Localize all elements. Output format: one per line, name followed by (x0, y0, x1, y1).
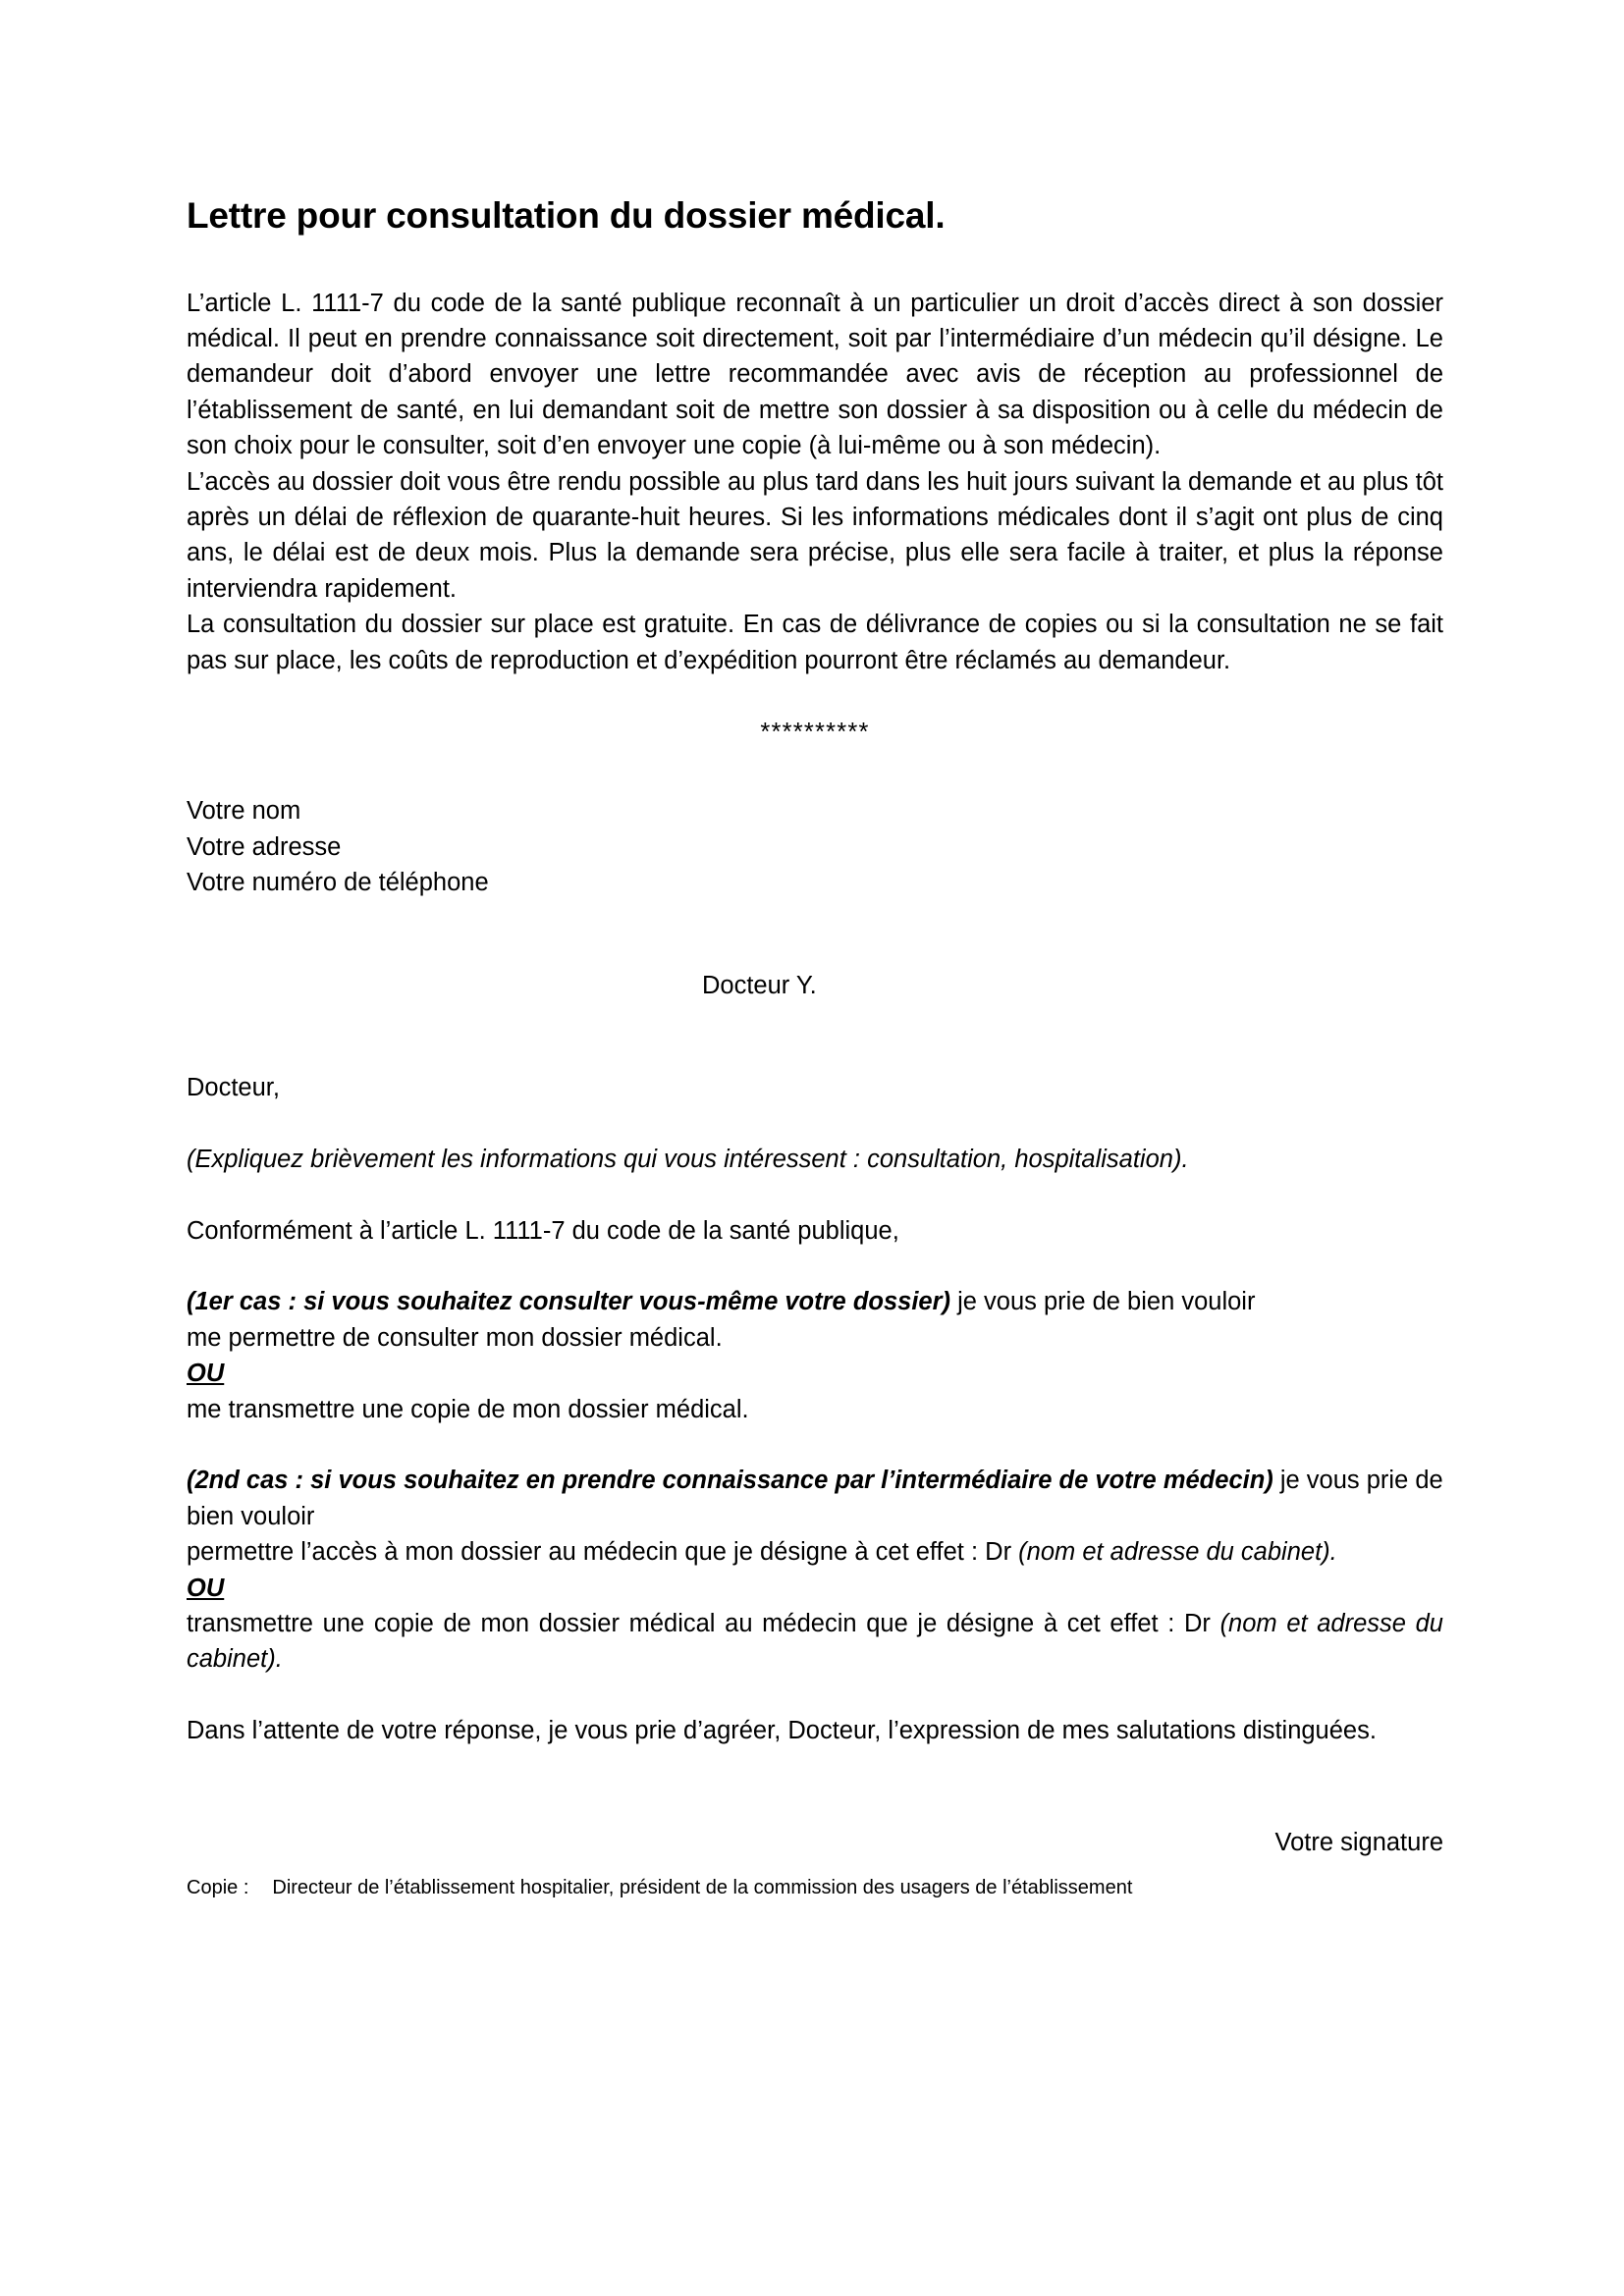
case2-option-a (187, 1534, 1443, 1570)
case2-lead-emphasis: (2nd cas : si vous souhaitez en prendre connaissance par l’intermédiaire de votre médecin) (187, 1467, 1273, 1495)
document-content (187, 0, 1443, 1901)
case1-lead-emphasis: (1er cas : si vous souhaitez consulter vous-même votre dossier) (187, 1288, 951, 1316)
intro-paragraph-1: L’article L. 1111-7 du code de la santé publique reconnaît à un particulier un droit d’accès direct à son dossier médical. Il peut en prendre connaissance soit directement, soit par l’intermédiaire d’un médecin qu’il désigne. Le demandeur doit d’abord envoyer une lettre recommandée avec avis de réception au professionnel de l’établissement de santé, en lui demandant soit de mettre son dossier à sa disposition ou à celle du médecin de son choix pour le consulter, soit d’en envoyer une copie (à lui-même ou à son médecin). (187, 289, 1443, 460)
copy-recipients: Directeur de l’établissement hospitalier, président de la commission des usagers de l’établissement (272, 1877, 1133, 1899)
asterisk-separator: ********** (760, 719, 870, 747)
instruction-note: (Expliquez brièvement les informations qui vous intéressent : consultation, hospitalisation). (187, 1145, 1189, 1173)
case1-option-a: me permettre de consulter mon dossier médical. (187, 1323, 723, 1352)
letter-body (187, 1070, 1443, 1749)
legal-reference: Conformément à l’article L. 1111-7 du code de la santé publique, (187, 1216, 899, 1245)
case1-option-b: me transmettre une copie de mon dossier médical. (187, 1395, 749, 1423)
case2-lead (187, 1463, 1443, 1534)
case2-or-label: OU (187, 1574, 225, 1602)
signature-label: Votre signature (1274, 1828, 1443, 1856)
copy-footer (187, 1874, 1443, 1901)
sender-address: Votre adresse (187, 832, 342, 861)
sender-name: Votre nom (187, 797, 301, 826)
page-title: Lettre pour consultation du dossier médical. (187, 195, 946, 236)
intro-paragraph-3: La consultation du dossier sur place est gratuite. En cas de délivrance de copies ou si la consultation ne se fait pas sur place, les coûts de reproduction et d’expédition pourront être réclamés au demandeur. (187, 611, 1443, 674)
case2-option-b-note: (nom et adresse du cabinet). (187, 1610, 1443, 1674)
case1-lead-rest: je vous prie de bien vouloir (950, 1288, 1256, 1316)
sender-block (187, 793, 1443, 900)
copy-label: Copie : (187, 1877, 249, 1899)
case2-option-b-text: transmettre une copie de mon dossier médical au médecin que je désigne à cet effet : Dr (187, 1610, 1220, 1638)
salutation: Docteur, (187, 1074, 280, 1102)
case2-option-a-text: permettre l’accès à mon dossier au médecin que je désigne à cet effet : Dr (187, 1538, 1019, 1567)
intro-paragraph-2: L’accès au dossier doit vous être rendu possible au plus tard dans les huit jours suivant la demande et au plus tôt après un délai de réflexion de quarante-huit heures. Si les informations médicales dont il s’agit ont plus de cinq ans, le délai est de deux mois. Plus la demande sera précise, plus elle sera facile à traiter, et plus la réponse interviendra rapidement. (187, 467, 1443, 603)
intro-section (187, 286, 1443, 678)
closing-paragraph: Dans l’attente de votre réponse, je vous prie d’agréer, Docteur, l’expression de mes salutations distinguées. (187, 1717, 1377, 1745)
case2-lead-rest: je vous prie de bien vouloir (187, 1467, 1443, 1530)
recipient-name: Docteur Y. (702, 971, 817, 999)
sender-phone: Votre numéro de téléphone (187, 869, 489, 897)
case2-option-b (187, 1606, 1443, 1678)
case1-or-label: OU (187, 1360, 225, 1388)
case1-lead (187, 1284, 1443, 1319)
case2-option-a-note: (nom et adresse du cabinet). (1018, 1538, 1337, 1567)
